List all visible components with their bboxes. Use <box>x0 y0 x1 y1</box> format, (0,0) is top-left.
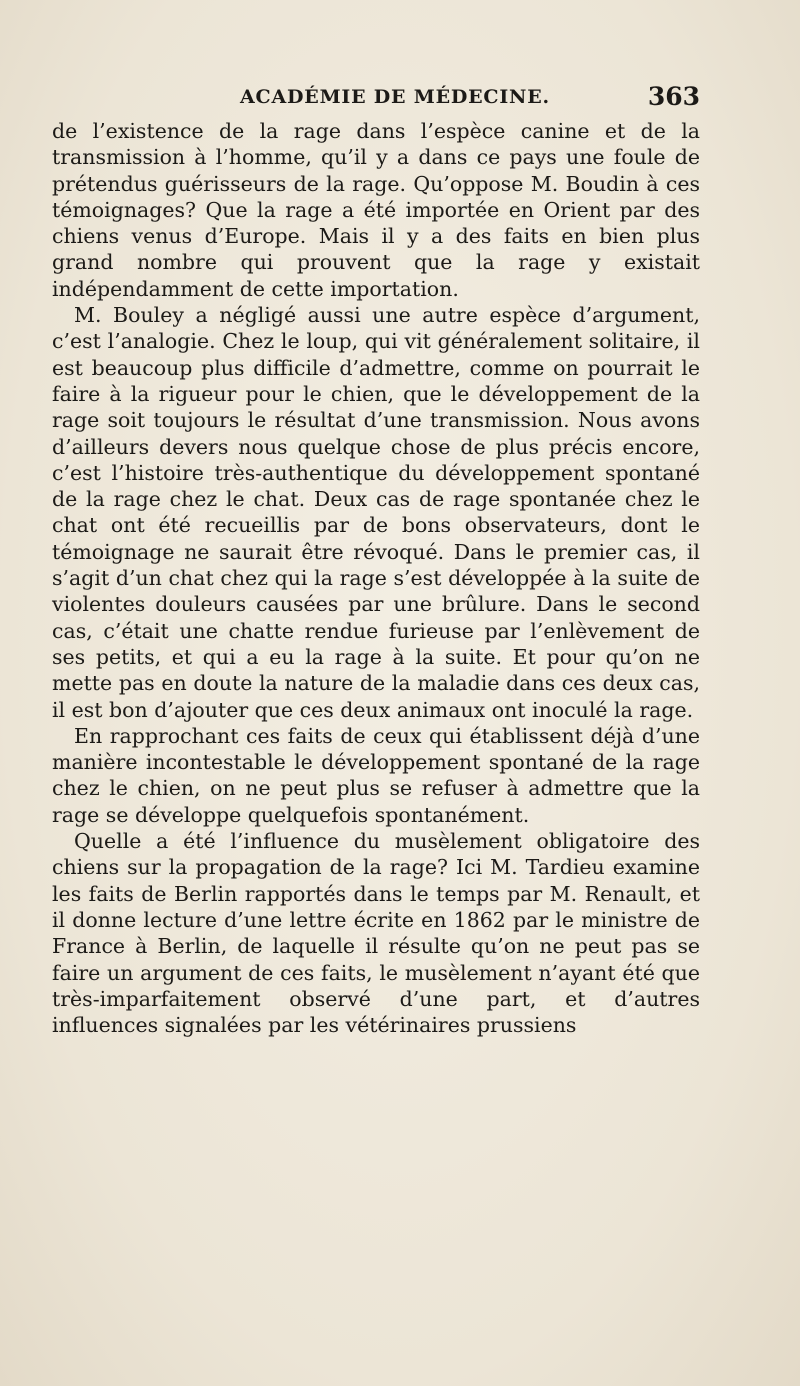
paragraph-analogy: M. Bouley a négligé aussi une autre espèce d’argument, c’est l’analogie. Chez le loup, qui vit généralement solitaire, il est beaucoup plus difficile d’admettre, comme on pourrait le faire à la rigueur pour le chien, que le développement de la rage soit toujours le résultat d’une transmission. Nous avons d’ailleurs devers nous quelque chose de plus précis encore, c’est l’histoire très-authentique du développement spontané de la rage chez le chat. Deux cas de rage spontanée chez le chat ont été recueillis par de bons observateurs, dont le témoignage ne saurait être révoqué. Dans le premier cas, il s’agit d’un chat chez qui la rage s’est développée à la suite de violentes douleurs causées par une brûlure. Dans le second cas, c’était une chatte rendue furieuse par l’enlèvement de ses petits, et qui a eu la rage à la suite. Et pour qu’on ne mette pas en doute la nature de la maladie dans ces deux cas, il est bon d’ajouter que ces deux animaux ont inoculé la rage. <box>52 303 700 722</box>
paragraph-conclusion: En rapprochant ces faits de ceux qui établissent déjà d’une manière incontestable le développement spontané de la rage chez le chien, on ne peut plus se refuser à admettre que la rage se développe quelquefois spontanément. <box>52 723 700 827</box>
page-number: 363 <box>647 82 700 111</box>
paragraph-muzzling: Quelle a été l’influence du musèlement obligatoire des chiens sur la propagation de la rage? Ici M. Tardieu examine les faits de Berlin rapportés dans le temps par M. Renault, et il donne lecture d’une lettre écrite en 1862 par le ministre de France à Berlin, de laquelle il résulte qu’on ne peut pas se faire un argument de ces faits, le musèlement n’ayant été que très-imparfaitement observé d’une part, et d’autres influences signalées par les vétérinaires prussiens <box>52 829 700 1038</box>
running-title: ACADÉMIE DE MÉDECINE. <box>240 86 550 108</box>
paragraph-continuation: de l’existence de la rage dans l’espèce canine et de la transmission à l’homme, qu’il y a dans ce pays une foule de prétendus guérisseurs de la rage. Qu’oppose M. Boudin à ces témoignages? Que la rage a été importée en Orient par des chiens venus d’Europe. Mais il y a des faits en bien plus grand nombre qui prouvent que la rage y existait indépendamment de cette importation. <box>52 119 700 301</box>
page-header <box>54 82 700 116</box>
body-text <box>52 118 700 1038</box>
